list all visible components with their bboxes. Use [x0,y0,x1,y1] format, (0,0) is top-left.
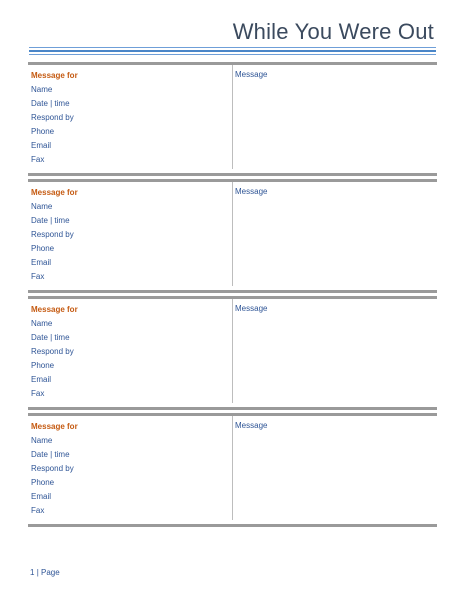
email-label: Email [31,258,52,267]
message-label: Message [235,421,268,430]
message-for-label: Message for [31,188,78,197]
respond-by-label: Respond by [31,230,74,239]
message-for-label: Message for [31,71,78,80]
name-label: Name [31,202,53,211]
header-rule-top [29,47,436,48]
column-divider [232,299,233,403]
date-time-label: Date | time [31,216,70,225]
page-number: 1 [30,568,35,577]
message-label: Message [235,187,268,196]
phone-label: Phone [31,361,55,370]
name-label: Name [31,319,53,328]
phone-label: Phone [31,127,55,136]
fax-label: Fax [31,389,45,398]
email-label: Email [31,375,52,384]
column-divider [232,182,233,286]
date-time-label: Date | time [31,450,70,459]
respond-by-label: Respond by [31,347,74,356]
message-slip [28,179,437,293]
fax-label: Fax [31,272,45,281]
fax-label: Fax [31,506,45,515]
message-for-label: Message for [31,305,78,314]
footer-separator: | [36,568,41,577]
page-footer [30,568,60,577]
email-label: Email [31,141,52,150]
date-time-label: Date | time [31,99,70,108]
respond-by-label: Respond by [31,464,74,473]
email-label: Email [31,492,52,501]
message-label: Message [235,304,268,313]
message-for-label: Message for [31,422,78,431]
date-time-label: Date | time [31,333,70,342]
message-slip [28,296,437,410]
message-slip [28,413,437,527]
message-label: Message [235,70,268,79]
column-divider [232,416,233,520]
phone-label: Phone [31,478,55,487]
header-rule-middle [29,50,436,52]
name-label: Name [31,436,53,445]
phone-label: Phone [31,244,55,253]
name-label: Name [31,85,53,94]
page-label: Page [41,568,60,577]
fax-label: Fax [31,155,45,164]
message-slip [28,62,437,176]
header-rule-bottom [29,54,436,55]
page-title: While You Were Out [232,19,434,44]
respond-by-label: Respond by [31,113,74,122]
column-divider [232,65,233,169]
